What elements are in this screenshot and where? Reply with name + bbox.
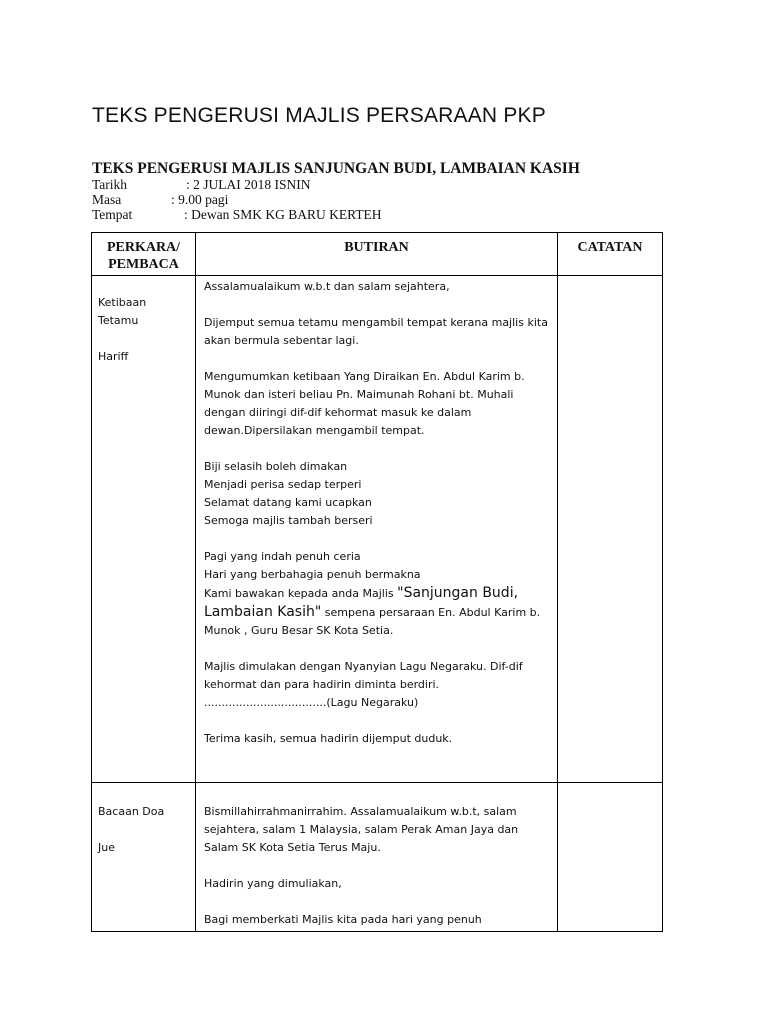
event-name-part1: "Sanjungan Budi,: [397, 585, 519, 601]
welcome-text: Assalamualaikum w.b.t dan salam sejahtera,: [204, 280, 450, 293]
event-intro-text: [204, 584, 551, 640]
intro-text-a: Kami bawakan kepada anda Majlis: [204, 587, 398, 600]
event-title: TEKS PENGERUSI MAJLIS SANJUNGAN BUDI, LAMBAIAN KASIH: [92, 160, 580, 177]
anthem-line: ...................................(Lagu Negaraku): [204, 696, 419, 709]
row2-item: Bacaan Doa: [98, 805, 165, 818]
row1-butiran-cell: [196, 276, 558, 783]
pantun-2-line: Pagi yang indah penuh ceria: [204, 550, 361, 563]
time-value: : 9.00 pagi: [171, 192, 229, 207]
date-label: Tarikh: [92, 177, 128, 192]
header-perkara-line1: PERKARA/: [106, 240, 181, 255]
venue-value: : Dewan SMK KG BARU KERTEH: [184, 207, 382, 222]
header-catatan: CATATAN: [558, 233, 663, 276]
prayer-opening-text: Bismillahirrahmanirrahim. Assalamualaikum w.b.t, salam sejahtera, salam 1 Malaysia, salam Perak Aman Jaya dan Salam SK Kota Setia Terus Maju.: [204, 805, 519, 854]
anthem-paragraph: [204, 658, 551, 712]
greeting-text: Hadirin yang dimuliakan,: [204, 877, 342, 890]
prayer-intro-text: Bagi memberkati Majlis kita pada hari yang penuh: [204, 913, 482, 926]
anthem-text: Majlis dimulakan dengan Nyanyian Lagu Negaraku. Dif-dif kehormat dan para hadirin diminta berdiri.: [204, 660, 523, 691]
table-header-row: [92, 233, 663, 276]
pantun-1-line: Selamat datang kami ucapkan: [204, 496, 372, 509]
document-title: TEKS PENGERUSI MAJLIS PERSARAAN PKP: [92, 104, 546, 127]
row2-butiran-cell: [196, 783, 558, 932]
row2-reader: Jue: [98, 841, 115, 854]
header-perkara-line2: PEMBACA: [108, 257, 179, 272]
pantun-1-line: Biji selasih boleh dimakan: [204, 460, 348, 473]
pantun-2-and-intro: [204, 548, 551, 640]
table-row: [92, 783, 663, 932]
table-row: [92, 276, 663, 783]
header-butiran: BUTIRAN: [196, 233, 558, 276]
pantun-1-line: Menjadi perisa sedap terperi: [204, 478, 362, 491]
header-perkara: [92, 233, 196, 276]
event-name-part2: Lambaian Kasih": [204, 604, 322, 620]
pantun-1-line: Semoga majlis tambah berseri: [204, 514, 373, 527]
row1-perkara-cell: [92, 276, 196, 783]
pantun-1: [204, 458, 551, 530]
arrival-announcement: Mengumumkan ketibaan Yang Diraikan En. Abdul Karim b. Munok dan isteri beliau Pn. Maimunah Rohani bt. Muhali dengan diiringi dif-dif kehormat masuk ke dalam dewan.Dipersilakan mengambil tempat.: [204, 370, 525, 437]
row1-reader: Hariff: [98, 350, 129, 363]
row2-catatan-cell: [558, 783, 663, 932]
venue-label: Tempat: [92, 207, 133, 222]
time-label: Masa: [92, 192, 122, 207]
invite-text: Dijemput semua tetamu mengambil tempat kerana majlis kita akan bermula sebentar lagi.: [204, 316, 548, 347]
thanks-text: Terima kasih, semua hadirin dijemput duduk.: [204, 732, 453, 745]
intro-text-b: sempena persaraan En. Abdul Karim b. Munok , Guru Besar SK Kota Setia.: [204, 606, 541, 637]
programme-table: [91, 232, 663, 932]
row2-perkara-cell: [92, 783, 196, 932]
row1-catatan-cell: [558, 276, 663, 783]
row1-item-line2: Tetamu: [98, 314, 139, 327]
pantun-2-line: Hari yang berbahagia penuh bermakna: [204, 568, 421, 581]
row1-item-line1: Ketibaan: [98, 296, 147, 309]
date-value: : 2 JULAI 2018 ISNIN: [186, 177, 311, 192]
